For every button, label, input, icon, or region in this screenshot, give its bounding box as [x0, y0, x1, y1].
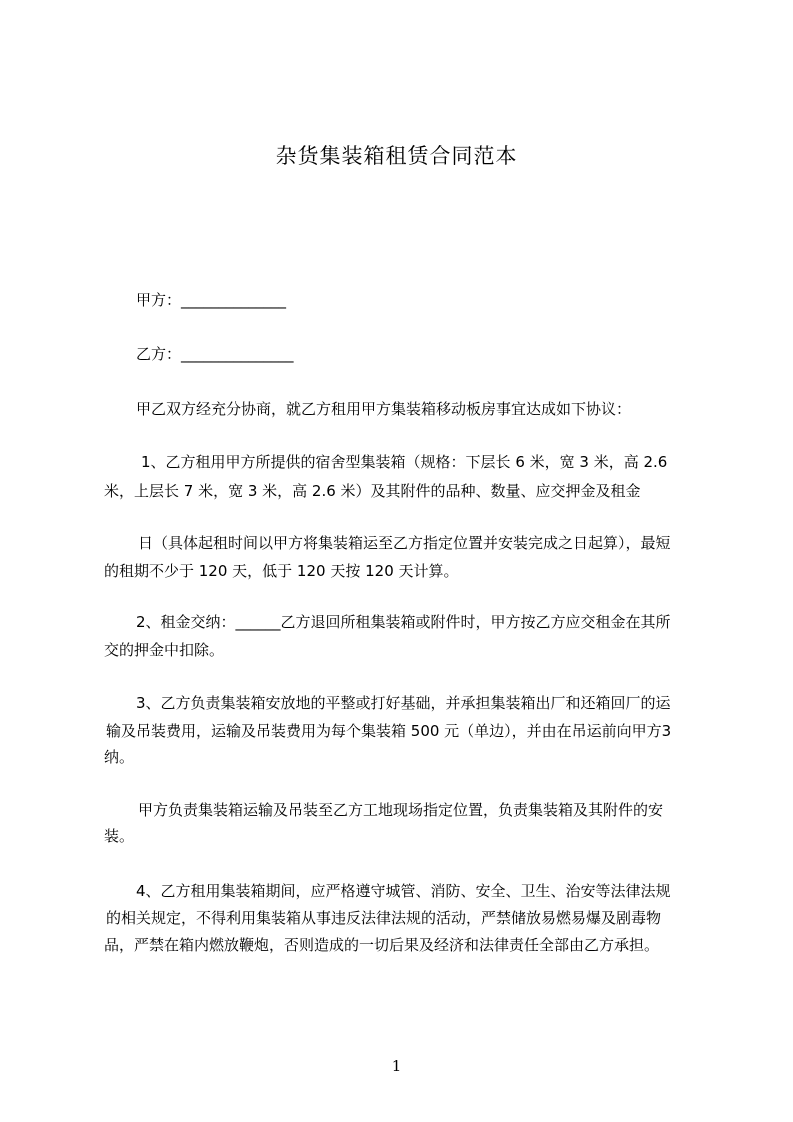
clause-2-line-1: 2、租金交纳：______乙方退回所租集装箱或附件时，甲方按乙方应交租金在其所 [136, 613, 671, 631]
clause-3b-line-2: 装。 [104, 827, 135, 845]
document-title: 杂货集装箱租赁合同范本 [275, 144, 518, 168]
intro-paragraph: 甲乙双方经充分协商，就乙方租用甲方集装箱移动板房事宜达成如下协议： [136, 400, 632, 418]
clause-4-line-3: 品，严禁在箱内燃放鞭炮，否则造成的一切后果及经济和法律责任全部由乙方承担。 [104, 936, 660, 954]
party-b-line: 乙方：_______________ [136, 345, 294, 363]
clause-1-continuation-line-2: 的租期不少于 120 天，低于 120 天按 120 天计算。 [104, 562, 459, 580]
clause-3-line-2: 输及吊装费用，运输及吊装费用为每个集装箱 500 元（单边），并由在吊运前向甲方3 [106, 722, 672, 740]
clause-1-continuation-line-1: 日（具体起租时间以甲方将集装箱运至乙方指定位置并安装完成之日起算），最短 [138, 534, 671, 552]
clause-3-line-3: 纳。 [104, 748, 135, 766]
clause-1-line-1: 1、乙方租用甲方所提供的宿舍型集装箱（规格：下层长 6 米，宽 3 米，高 2.6 [141, 453, 668, 471]
party-a-line: 甲方：______________ [136, 291, 287, 309]
clause-4-line-1: 4、乙方租用集装箱期间，应严格遵守城管、消防、安全、卫生、治安等法律法规 [136, 882, 671, 900]
page-number: 1 [391, 1057, 402, 1075]
clause-3b-line-1: 甲方负责集装箱运输及吊装至乙方工地现场指定位置，负责集装箱及其附件的安 [138, 801, 664, 819]
clause-3-line-1: 3、乙方负责集装箱安放地的平整或打好基础，并承担集装箱出厂和还箱回厂的运 [136, 694, 671, 712]
clause-4-line-2: 的相关规定，不得利用集装箱从事违反法律法规的活动，严禁储放易燃易爆及剧毒物 [106, 909, 662, 927]
clause-1-line-2: 米，上层长 7 米，宽 3 米，高 2.6 米）及其附件的品种、数量、应交押金及租金 [104, 482, 641, 500]
clause-2-line-2: 交的押金中扣除。 [104, 641, 225, 659]
